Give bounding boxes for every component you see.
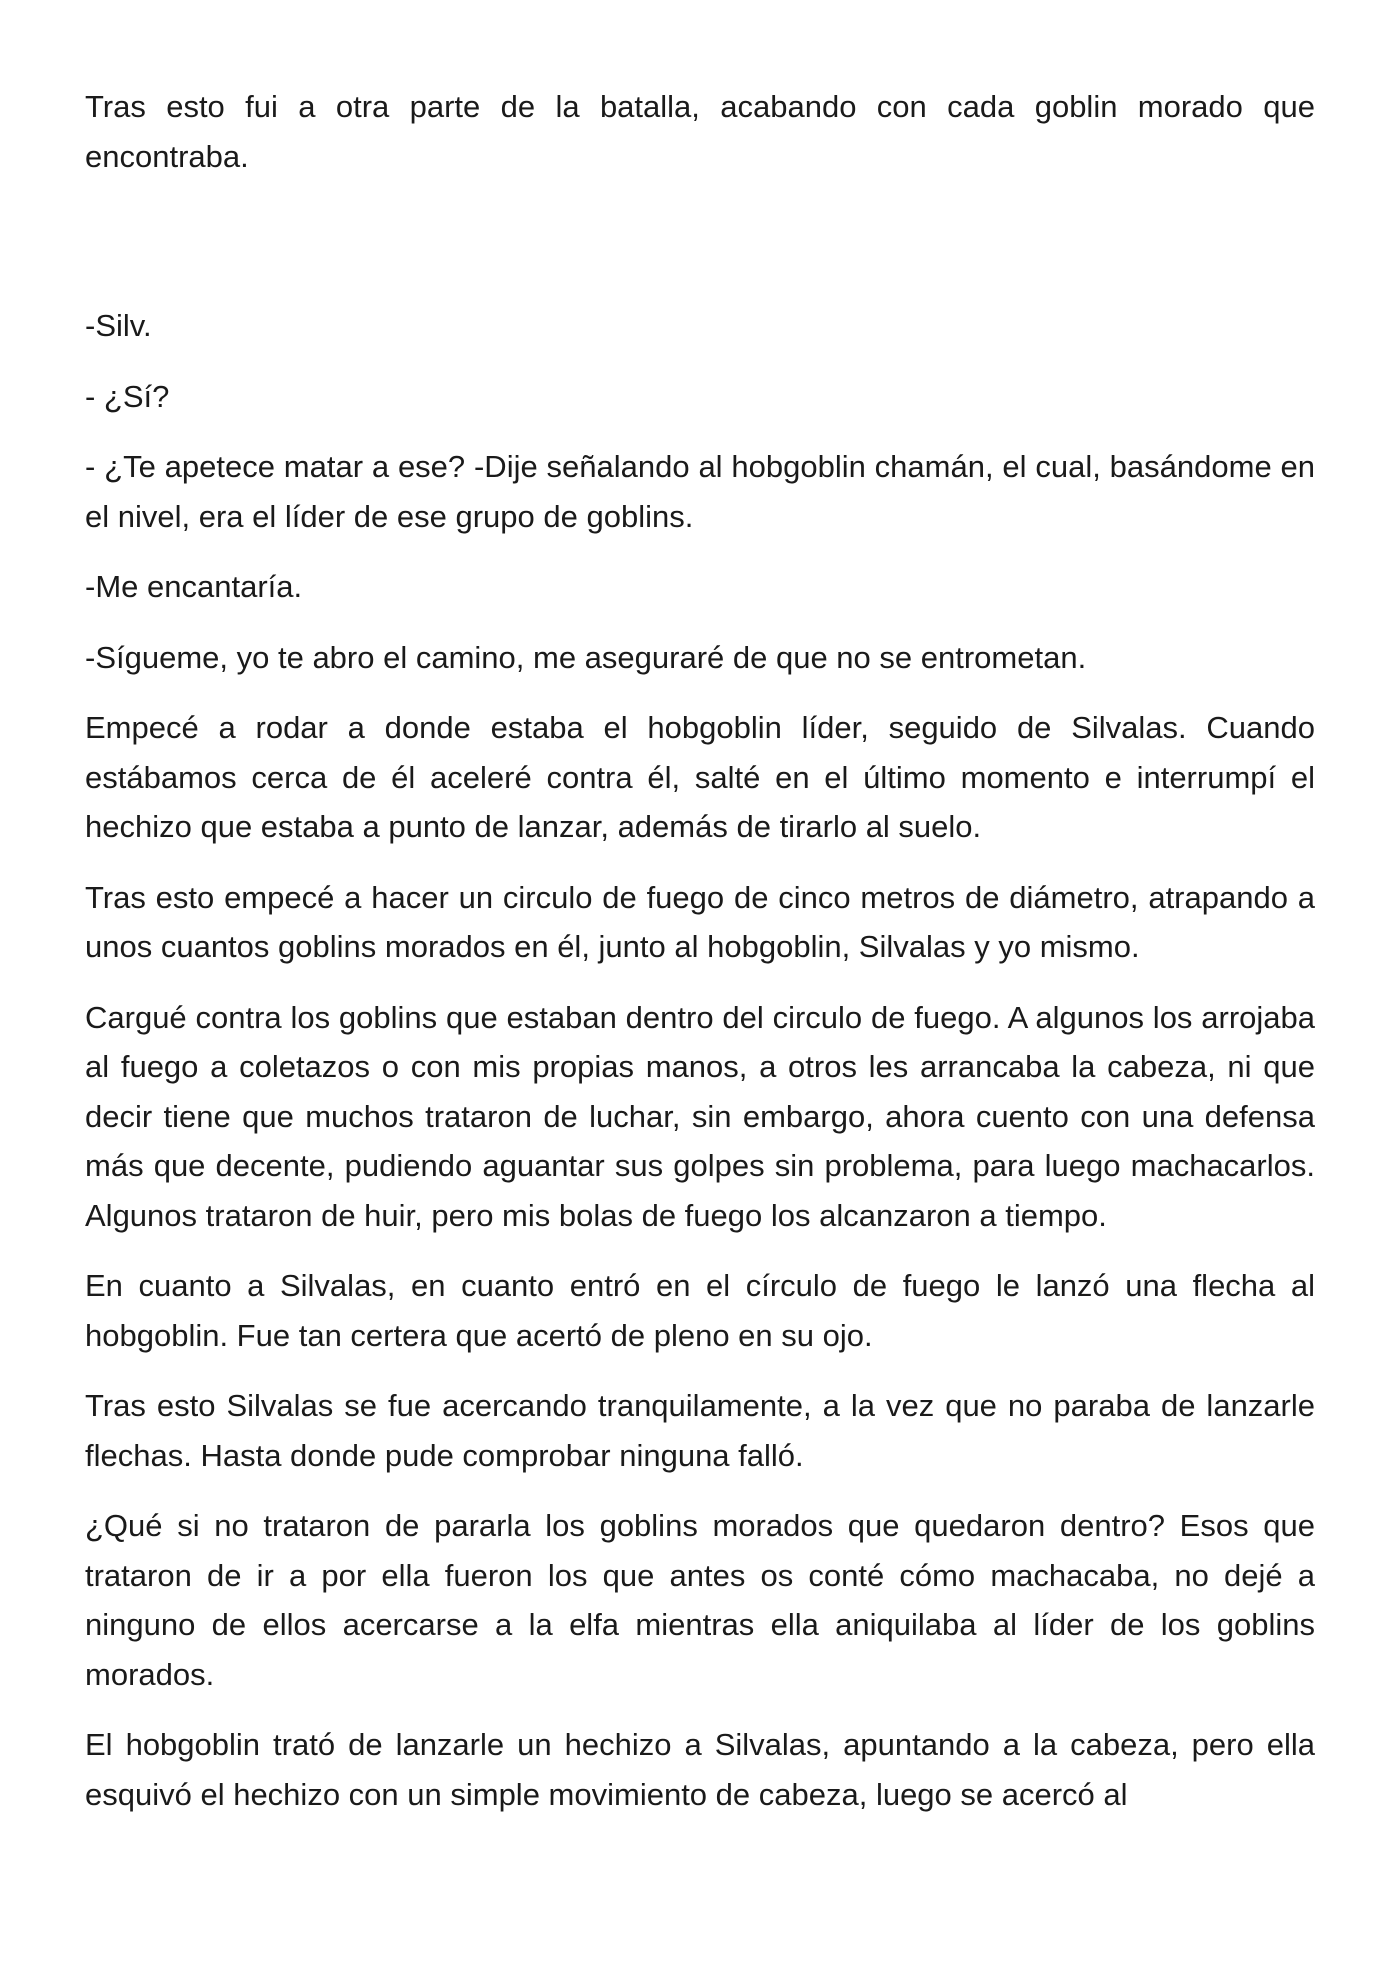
dialogue-line: -Me encantaría.	[85, 569, 303, 604]
dialogue-line: - ¿Sí?	[85, 378, 170, 414]
paragraph: El hobgoblin trató de lanzarle un hechizo a Silvalas, apuntando a la cabeza, pero ella esquivó el hechizo con un simple movimiento de cabeza, luego se acercó al	[85, 1727, 1315, 1812]
paragraph: Empecé a rodar a donde estaba el hobgoblin líder, seguido de Silvalas. Cuando estábamos cerca de él aceleré contra él, salté en el último momento e interrumpí el hechizo que estaba a punto de lanzar, además de tirarlo al suelo.	[85, 710, 1315, 844]
paragraph: Cargué contra los goblins que estaban dentro del circulo de fuego. A algunos los arrojaba al fuego a coletazos o con mis propias manos, a otros les arrancaba la cabeza, ni que decir tiene que muchos trataron de luchar, sin embargo, ahora cuento con una defensa más que decente, pudiendo aguantar sus golpes sin problema, para luego machacarlos. Algunos trataron de huir, pero mis bolas de fuego los alcanzaron a tiempo.	[85, 999, 1315, 1233]
paragraph: ¿Qué si no trataron de pararla los goblins morados que quedaron dentro? Esos que trataron de ir a por ella fueron los que antes os conté cómo machacaba, no dejé a ninguno de ellos acercarse a la elfa mientras ella aniquilaba al líder de los goblins morados.	[85, 1508, 1315, 1692]
paragraph: Tras esto fui a otra parte de la batalla, acabando con cada goblin morado que encontraba.	[85, 89, 1315, 174]
paragraph: Tras esto empecé a hacer un circulo de fuego de cinco metros de diámetro, atrapando a unos cuantos goblins morados en él, junto al hobgoblin, Silvalas y yo mismo.	[85, 879, 1315, 964]
dialogue-line: -Sígueme, yo te abro el camino, me aseguraré de que no se entrometan.	[85, 639, 1087, 675]
dialogue-line: - ¿Te apetece matar a ese? -Dije señalando al hobgoblin chamán, el cual, basándome en el nivel, era el líder de ese grupo de goblins.	[85, 449, 1315, 534]
dialogue-line: -Silv.	[85, 308, 152, 343]
paragraph: Tras esto Silvalas se fue acercando tranquilamente, a la vez que no paraba de lanzarle flechas. Hasta donde pude comprobar ninguna falló.	[85, 1388, 1315, 1473]
paragraph: En cuanto a Silvalas, en cuanto entró en el círculo de fuego le lanzó una flecha al hobgoblin. Fue tan certera que acertó de pleno en su ojo.	[85, 1268, 1315, 1353]
document-page	[85, 82, 1315, 1840]
